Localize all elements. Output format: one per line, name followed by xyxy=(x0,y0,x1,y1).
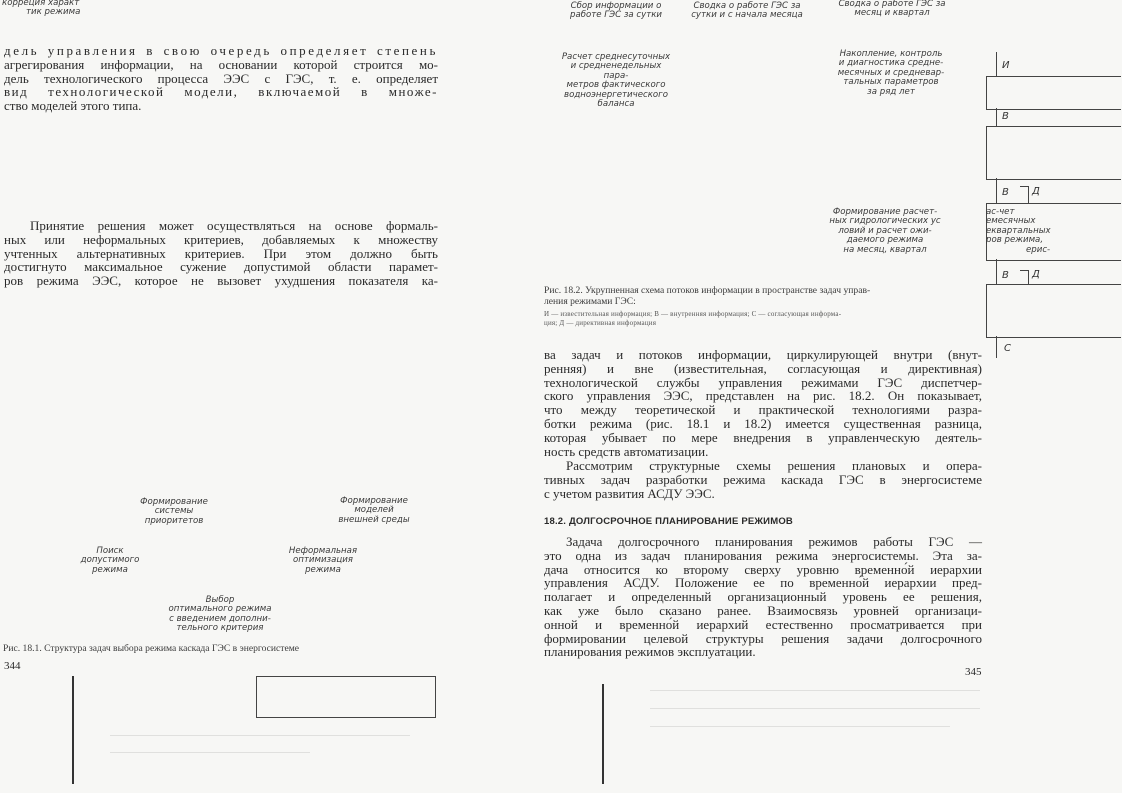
top-handwritten-note: корреция характ тик режима xyxy=(2,0,81,17)
fig2-arrow-d2-bar xyxy=(1020,270,1029,271)
fig2-arrow-s xyxy=(996,336,997,358)
fig2-label-monthly-summary: Сводка о работе ГЭС за месяц и квартал xyxy=(838,0,946,19)
fig2-calc-balance: Расчет среднесуточных и средненедельных пара- метров фактического водноэнергетического баланса xyxy=(561,52,671,110)
fig2-legend: И — известительная информация; В — внутренняя информация; С — согласующая информа- ция; Д — директивная информация xyxy=(544,310,842,327)
bleed-through-line xyxy=(650,690,980,691)
fig2-letter-s: С xyxy=(1004,343,1011,354)
fig2-label-daily-summary: Сводка о работе ГЭС за сутки и с начала месяца xyxy=(691,1,803,21)
right-paragraph-2: Рассмотрим структурные схемы решения плановых и опера- тивных задач разработки режима каскада ГЭС в энергосистеме с учетом развития АСДУ ЭЭС. xyxy=(544,458,982,501)
fig2-arrow-v3 xyxy=(996,259,997,284)
fig2-letter-v3: В xyxy=(1002,270,1009,281)
fig2-side-partial-text: ас-чет емесячных еквартальных ров режима, ерис- xyxy=(986,207,1051,255)
fig2-caption: Рис. 18.2. Укрупненная схема потоков информации в пространстве задач управ- ления режимами ГЭС: xyxy=(544,285,871,307)
fig1-node-priorities: Формирование системы приоритетов xyxy=(140,497,208,526)
left-page-number: 344 xyxy=(4,660,21,672)
bleed-through-line xyxy=(110,752,310,753)
fig2-box-inner xyxy=(986,126,1121,180)
fig2-forming: Формирование расчет- ных гидрологических ус ловий и расчет ожи- даемого режима на месяц, квартал xyxy=(829,207,941,255)
fig2-letter-i: И xyxy=(1002,60,1010,71)
right-page xyxy=(520,0,1122,793)
bleed-through-box xyxy=(256,676,436,718)
fig2-arrow-d1 xyxy=(1028,186,1029,203)
bleed-through-line xyxy=(110,735,410,736)
fig2-accumulation: Накопление, контроль и диагностика средне- месячных и средневар- тальных параметров за ряд лет xyxy=(837,49,945,97)
fig1-node-informal: Неформальная оптимизация режима xyxy=(288,546,358,575)
fig2-box-top xyxy=(986,76,1121,110)
fig1-node-search: Поиск допустимого режима xyxy=(80,546,140,575)
right-paragraph-1: ва задач и потоков информации, циркулирующей внутри (внут- ренняя) и вне (известительная, согласующая и директивная) технологической службы управления режимами ГЭС диспетчер- ского управления ЭЭС, представлен на рис. 18.2. Он показывает, что между теоретической и практической технологиями разра- ботки режима (рис. 18.1 и 18.2) имеется существенная разница, которая убывает по мере внедрения в управленческую деятель- ность средств автоматизации. xyxy=(544,347,982,459)
fig2-letter-d2: Д xyxy=(1032,269,1040,280)
right-page-edge-line xyxy=(602,684,604,784)
left-paragraph-2: Принятие решения может осуществляться на основе формаль- ных или неформальных критериев, добавляемых к множеству учтенных альтернативных критериев. При этом должно быть достигнуто максимальное сужение допустимой области парамет- ров режима ЭЭС, которое не вызовет ухудшения показателя ка- xyxy=(4,218,438,289)
fig2-arrow-d1-bar xyxy=(1020,186,1029,187)
bleed-through-line xyxy=(650,726,950,727)
fig2-box-bottom xyxy=(986,284,1121,338)
fig2-letter-v2: В xyxy=(1002,187,1009,198)
fig1-node-environment: Формирование моделей внешней среды xyxy=(338,496,410,525)
fig2-arrow-v1 xyxy=(996,108,997,126)
section-heading: 18.2. ДОЛГОСРОЧНОЕ ПЛАНИРОВАНИЕ РЕЖИМОВ xyxy=(544,516,793,527)
left-page-edge-line xyxy=(72,676,74,784)
fig2-arrow-d2 xyxy=(1028,270,1029,284)
fig2-letter-d1: Д xyxy=(1032,186,1040,197)
fig2-label-daily-collection: Сбор информации о работе ГЭС за сутки xyxy=(570,1,662,21)
fig1-caption: Рис. 18.1. Структура задач выбора режима каскада ГЭС в энергосистеме xyxy=(3,643,300,654)
fig2-arrow-v2 xyxy=(996,178,997,203)
right-page-number: 345 xyxy=(965,666,982,678)
right-paragraph-3: Задача долгосрочного планирования режимов работы ГЭС — это одна из задач планирования режима энергосистемы. Эта за- дача относится ко второму сверху уровню временно́й иерархии управления АСДУ. Положение ее по временно́й иерархии пред- полагает и определенный организационный уровень ее решения, как уже было сказано ранее. Взаимосвязь уровней организаци- онной и временно́й иерархий естественно просматривается при формировании целевой структуры решения задачи долгосрочного планирования режимов эксплуатации. xyxy=(544,534,982,660)
fig1-node-choice: Выбор оптимального режима с введением дополни- тельного критерия xyxy=(168,595,272,634)
left-page xyxy=(0,0,520,793)
fig2-arrow-i xyxy=(996,52,997,76)
fig2-letter-v1: В xyxy=(1002,111,1009,122)
bleed-through-line xyxy=(650,708,980,709)
left-paragraph-1: дель управления в свою очередь определяет степень агрегирования информации, на основании которой строится мо- дель технологического процесса ЭЭС с ГЭС, т. е. определяет вид технологической модели, включаемой в множе- ство моделей этого типа. xyxy=(4,43,438,114)
